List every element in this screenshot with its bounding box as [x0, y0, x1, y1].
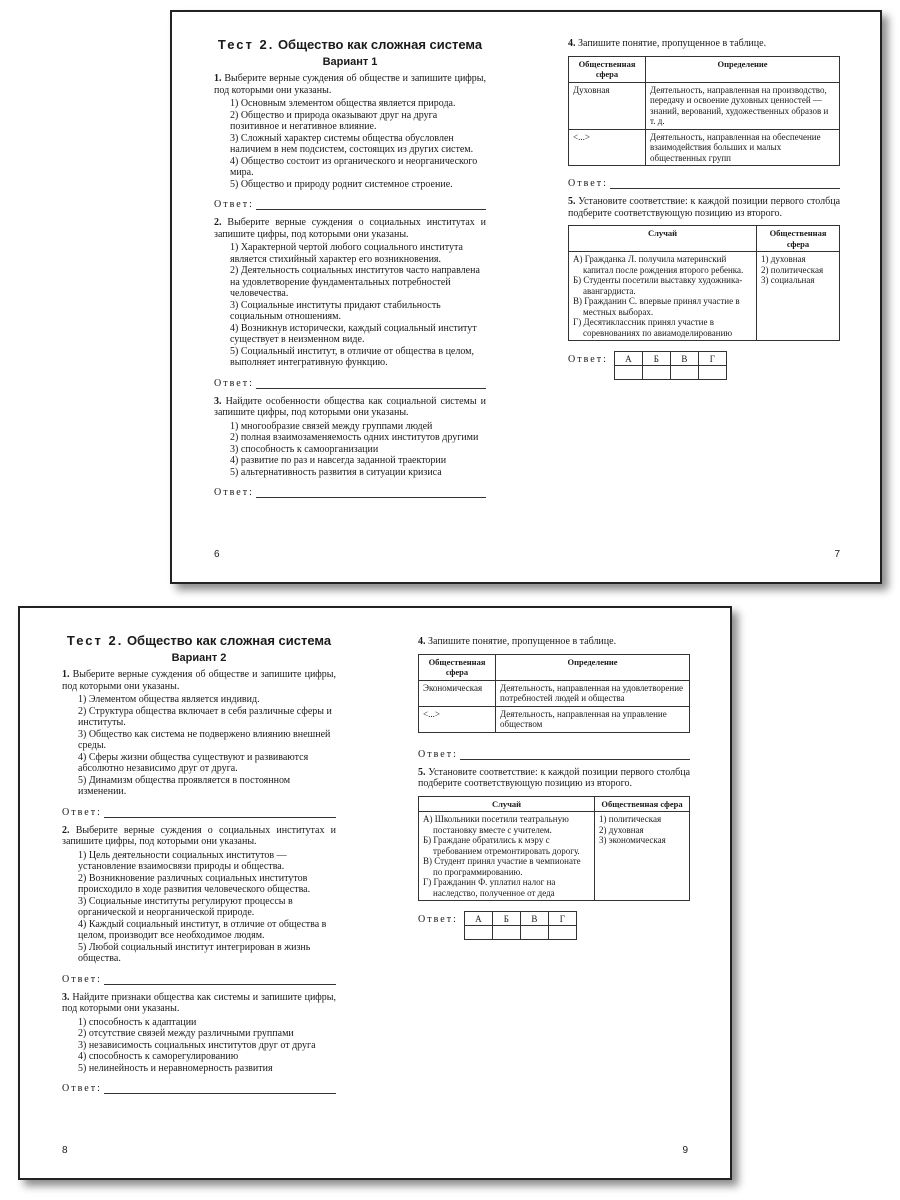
option: 2) отсутствие связей между различными группами: [78, 1028, 294, 1039]
option: 2) Структура общества включает в себя различные сферы и институты.: [78, 705, 332, 728]
book-spread-variant-1: [170, 10, 882, 584]
options-list: [214, 98, 486, 190]
grid-letter: Б: [642, 352, 670, 366]
option: 2) Общество и природа оказывают друг на друга позитивное и негативное влияние.: [230, 109, 438, 132]
answer-line[interactable]: Ответ:: [62, 974, 336, 985]
table-header: Определение: [646, 56, 840, 82]
question-2: 2. Выберите верные суждения о социальных институтах и запишите цифры, под которыми они указаны. 1) Цель деятельности социальных институтов — установление взаимосвязи природы и общества. 2) Возникновение различных социальных институтов происходило в ходе развития человеческого общества. 3) Социальные институты регулируют процессы в органической и неорганической природе. 4) Каждый социальный институт, в отличие от общества в целом, производит все необходимое людям. 5) Любой социальный институт интегрирован в жизнь общества. Ответ:: [62, 824, 337, 985]
missing-cell[interactable]: <...>: [419, 706, 496, 732]
case-item: Б) Граждане обратились к мэру с требованием отремонтировать дорогу.: [423, 835, 580, 856]
grid-answer-cell[interactable]: [670, 366, 698, 380]
option: 1) Основным элементом общества является природа.: [230, 98, 456, 109]
option: 4) развитие по раз и навсегда заданной траектории: [230, 455, 447, 466]
sphere-item: 3) социальная: [761, 275, 815, 285]
answer-field[interactable]: [256, 488, 486, 498]
grid-letter: Г: [548, 912, 576, 926]
cases-cell: [569, 252, 757, 341]
answer-field[interactable]: [460, 750, 690, 760]
answer-line[interactable]: Ответ:: [62, 1083, 336, 1094]
answer-line[interactable]: Ответ:: [214, 378, 486, 389]
option: 5) нелинейность и неравномерность развития: [78, 1062, 273, 1074]
answer-line[interactable]: Ответ:: [62, 807, 336, 818]
sphere-item: 3) экономическая: [599, 835, 666, 845]
spheres-cell: [595, 812, 690, 901]
grid-answer-cell[interactable]: [548, 926, 576, 940]
right-page: 4. Запишите понятие, пропущенное в таблице. Общественная сфера Определение Экономическая Деятельность, направленная на удовлетворение потребностей людей и общества <...> Деятельность, направленная на управление обществом Ответ: 5. Установите соответствие: к каждой позиции первого столбца подберите соответствующую позицию из второго. Случай Общественная сфера А) Школьники посетили театральную постановку вместе с учителем. Б) Граждане обратились к мэру с требованием отремонтировать дорогу. В) Студент принял участие в чемпионате по программированию. Г) Гражданин Ф. уплатил налог на наследство, полученное от деда 1) политическая 2) духовная 3) экономическая Ответ: А Б В Г: [418, 636, 690, 1178]
grid-letter: А: [614, 352, 642, 366]
option: 2) Возникновение различных социальных институтов происходило в ходе развития человеческого общества.: [78, 872, 311, 895]
option: 1) Характерной чертой любого социального института является стихийный характер его возникновения.: [230, 242, 463, 265]
options-list: [62, 694, 336, 798]
option: 3) Общество как система не подвержено влиянию внешней среды.: [78, 728, 331, 751]
answer-field[interactable]: [104, 808, 336, 818]
left-page: [214, 38, 486, 582]
options-list: [62, 850, 336, 965]
option: 5) альтернативность развития в ситуации кризиса: [230, 466, 442, 478]
option: 5) Любой социальный институт интегрирован в жизнь общества.: [78, 941, 311, 964]
concept-table: [568, 56, 840, 167]
grid-answer-cell[interactable]: [642, 366, 670, 380]
option: 2) полная взаимозаменяемость одних институтов другими: [230, 432, 479, 443]
option: 4) Сферы жизни общества существуют и развиваются абсолютно независимо друг от друга.: [78, 751, 309, 774]
spheres-cell: [757, 252, 840, 341]
page-number: 7: [834, 549, 840, 560]
sphere-item: 1) духовная: [761, 254, 806, 264]
right-page: 4. Запишите понятие, пропущенное в таблице. Общественная сфера Определение Духовная Деятельность, направленная на производство, передачу и освоение духовных ценностей — знаний, верований, художественных образов и т. д. <...> Деятельность, направленная на обеспечение взаимодействия больших и малых общественных групп Ответ: 5. Установите соответствие: к каждой позиции первого столбца подберите соответствующую позицию из второго. Случай Общественная сфера А) Гражданка Л. получила материнский капитал после рождения второго ребенка. Б) Студенты посетили выставку художника-авангардиста. В) Гражданин С. впервые принял участие в местных выборах. Г) Десятиклассник принял участие в соревнованиях по авиамоделированию 1) духовная 2) политическая 3) социальная Ответ: А Б В Г: [568, 38, 840, 582]
answer-field[interactable]: [610, 179, 840, 189]
grid-answer-cell[interactable]: [464, 926, 492, 940]
answer-line[interactable]: Ответ:: [568, 178, 840, 189]
grid-letter: Г: [698, 352, 726, 366]
answer-grid-block: Ответ: А Б В Г: [568, 351, 840, 380]
page-title: Тест 2. Общество как сложная система: [217, 37, 483, 52]
table-row: Духовная Деятельность, направленная на производство, передачу и освоение духовных ценностей — знаний, верований, художественных образов и т. д.: [569, 82, 840, 129]
table-header: Общественная сфера: [569, 56, 646, 82]
question-1: 1. Выберите верные суждения об обществе и запишите цифры, под которыми они указаны. 1) Основным элементом общества является природа. 2) Общество и природа оказывают друг на друга позитивное и негативное влияние. 3) Сложный характер системы общества обусловлен наличием в нем подсистем, состоящих из других систем. 4) Общество состоит из органического и неорганического мира. 5) Общество и природу роднит системное строение. Ответ:: [214, 73, 486, 210]
case-item: В) Студент принял участие в чемпионате по программированию.: [423, 856, 581, 877]
sphere-item: 1) политическая: [599, 814, 662, 824]
sphere-item: 2) политическая: [761, 264, 824, 275]
options-list: [214, 421, 486, 479]
question-3: 3. Найдите особенности общества как социальной системы и запишите цифры, под которыми они указаны. 1) многообразие связей между группами людей 2) полная взаимозаменяемость одних институтов другими 3) способность к самоорганизации 4) развитие по раз и навсегда заданной траектории 5) альтернативность развития в ситуации кризиса Ответ:: [214, 395, 486, 498]
cases-cell: [419, 812, 595, 901]
answer-field[interactable]: [104, 1084, 336, 1094]
option: 4) Каждый социальный институт, в отличие от общества в целом, производит все необходимое людям.: [78, 918, 327, 941]
table-header: Определение: [496, 654, 690, 680]
page-title: Тест 2. Общество как сложная система: [66, 633, 332, 648]
answer-grid: [614, 351, 727, 380]
page-number: 8: [62, 1145, 68, 1156]
case-item: А) Гражданка Л. получила материнский капитал после рождения второго ребенка.: [573, 254, 744, 275]
grid-letter: Б: [492, 912, 520, 926]
option: 3) Сложный характер системы общества обусловлен наличием в нем подсистем, состоящих из других систем.: [230, 132, 474, 155]
grid-letter: А: [464, 912, 492, 926]
question-2: 2. Выберите верные суждения о социальных институтах и запишите цифры, под которыми они указаны. 1) Характерной чертой любого социального института является стихийный характер его возникновения. 2) Деятельность социальных институтов часто направлена на удовлетворение фундаментальных потребностей человечества. 3) Социальные институты придают стабильность социальным отношениям. 4) Возникнув исторически, каждый социальный институт существует в неизменном виде. 5) Социальный институт, в отличие от общества в целом, выполняет интегративную функцию. Ответ:: [214, 217, 487, 389]
option: 5) Динамизм общества проявляется в постоянном изменении.: [78, 774, 291, 797]
option: 3) Социальные институты придают стабильность социальным отношениям.: [230, 299, 441, 322]
option: 5) Общество и природу роднит системное строение.: [230, 178, 453, 190]
grid-answer-cell[interactable]: [520, 926, 548, 940]
option: 2) Деятельность социальных институтов часто направлена на удовлетворение фундаментальных потребностей человечества.: [230, 265, 480, 299]
sphere-item: 2) духовная: [599, 824, 644, 835]
matching-table: [568, 225, 840, 341]
grid-letter: В: [670, 352, 698, 366]
options-list: [62, 1017, 336, 1075]
option: 4) Возникнув исторически, каждый социальный институт существует в неизменном виде.: [230, 322, 477, 345]
option: 1) способность к адаптации: [78, 1016, 197, 1028]
answer-grid-block: Ответ: А Б В Г: [418, 911, 690, 940]
option: 1) многообразие связей между группами людей: [230, 420, 433, 432]
grid-answer-cell[interactable]: [492, 926, 520, 940]
table-row: <...> Деятельность, направленная на управление обществом: [419, 706, 690, 732]
answer-line[interactable]: Ответ:: [214, 199, 486, 210]
book-spread-variant-2: [18, 606, 732, 1180]
table-header: Случай: [419, 796, 595, 812]
case-item: Г) Гражданин Ф. уплатил налог на наследство, полученное от деда: [423, 877, 556, 898]
matching-table: [418, 796, 690, 902]
grid-answer-cell[interactable]: [614, 366, 642, 380]
table-header: Общественная сфера: [757, 226, 840, 252]
options-list: [214, 242, 486, 369]
missing-cell[interactable]: <...>: [569, 129, 646, 166]
option: 1) Элементом общества является индивид.: [78, 694, 260, 705]
answer-grid: [464, 911, 577, 940]
answer-field[interactable]: [256, 200, 486, 210]
variant-heading: Вариант 2: [171, 652, 227, 664]
grid-letter: В: [520, 912, 548, 926]
table-header: Общественная сфера: [595, 796, 690, 812]
table-header: Общественная сфера: [419, 654, 496, 680]
page-number: 6: [214, 549, 220, 560]
answer-line[interactable]: Ответ:: [214, 487, 486, 498]
answer-field[interactable]: [104, 975, 336, 985]
option: 1) Цель деятельности социальных институтов — установление взаимосвязи природы и общества.: [78, 849, 287, 872]
option: 3) независимость социальных институтов друг от друга: [78, 1039, 316, 1051]
question-3: 3. Найдите признаки общества как системы и запишите цифры, под которыми они указаны. 1) способность к адаптации 2) отсутствие связей между различными группами 3) независимость социальных институтов друг от друга 4) способность к саморегулированию 5) нелинейность и неравномерность развития Ответ:: [62, 991, 336, 1094]
question-1: 1. Выберите верные суждения об обществе и запишите цифры, под которыми они указаны. 1) Элементом общества является индивид. 2) Структура общества включает в себя различные сферы и институты. 3) Общество как система не подвержено влиянию внешней среды. 4) Сферы жизни общества существуют и развиваются абсолютно независимо друг от друга. 5) Динамизм общества проявляется в постоянном изменении. Ответ:: [62, 669, 336, 818]
case-item: Б) Студенты посетили выставку художника-авангардиста.: [573, 275, 743, 296]
option: 5) Социальный институт, в отличие от общества в целом, выполняет интегративную функцию.: [230, 345, 474, 368]
variant-heading: Вариант 1: [322, 56, 378, 68]
option: 4) Общество состоит из органического и неорганического мира.: [230, 155, 478, 178]
option: 3) способность к самоорганизации: [230, 443, 379, 455]
concept-table: [418, 654, 690, 733]
answer-field[interactable]: [256, 379, 486, 389]
case-item: А) Школьники посетили театральную постановку вместе с учителем.: [423, 814, 569, 835]
table-header: Случай: [569, 226, 757, 252]
option: 4) способность к саморегулированию: [78, 1051, 239, 1062]
table-row: Экономическая Деятельность, направленная на удовлетворение потребностей людей и общества: [419, 680, 690, 706]
grid-answer-cell[interactable]: [698, 366, 726, 380]
case-item: В) Гражданин С. впервые принял участие в местных выборах.: [573, 296, 740, 317]
table-row: <...> Деятельность, направленная на обеспечение взаимодействия больших и малых общественных групп: [569, 129, 840, 166]
option: 3) Социальные институты регулируют процессы в органической и неорганической природе.: [78, 895, 293, 918]
left-page: [62, 634, 336, 1178]
case-item: Г) Десятиклассник принял участие в соревнованиях по авиамоделированию: [573, 317, 733, 338]
answer-line[interactable]: Ответ:: [418, 749, 690, 760]
page-number: 9: [682, 1145, 688, 1156]
